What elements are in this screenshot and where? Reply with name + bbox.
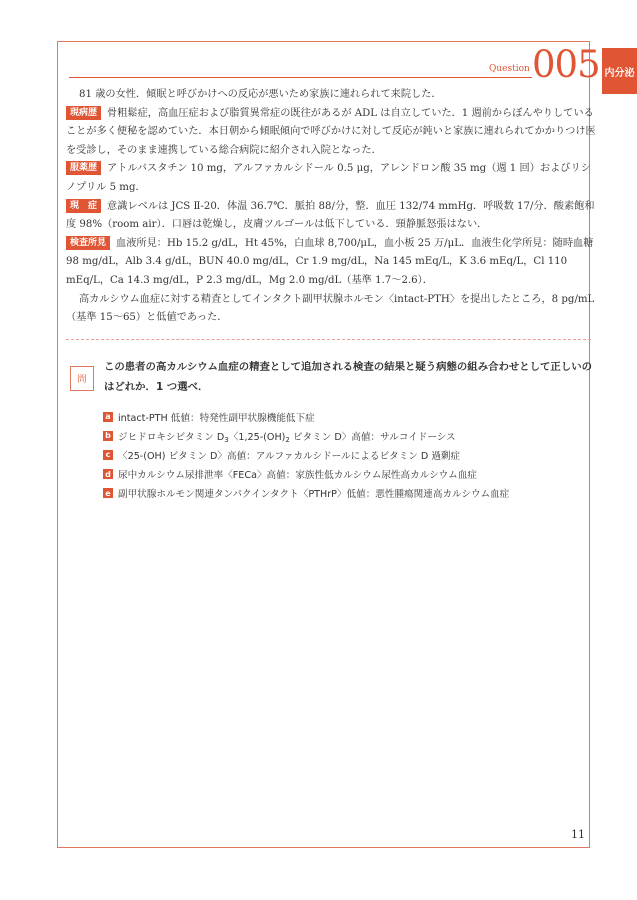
- option-e[interactable]: [103, 484, 603, 503]
- question-divider: [66, 339, 591, 341]
- option-text: ジヒドロキシビタミン $D_3$〈$1,25-(OH)_2$ ビタミン D〉高値：サルコイドーシス: [118, 431, 456, 444]
- exam-paragraph: [66, 235, 596, 291]
- status-text: 意識レベルは JCS Ⅱ-20．体温 36.7℃．脈拍 88/分，整．血圧 132/74 mmHg．呼吸数 17/分．酸素飽和度 98%（room air）．口唇は乾燥し，皮膚ツルゴールは低下している．頸静脈怒張はない．: [66, 200, 595, 231]
- option-c[interactable]: [103, 445, 603, 464]
- status-paragraph: [66, 198, 596, 235]
- history-label: 現病歴: [66, 106, 101, 120]
- question-word: Question: [489, 64, 530, 74]
- option-a[interactable]: [103, 407, 603, 426]
- option-text: 副甲状腺ホルモン関連タンパクインタクト〈PTHrP〉低値：悪性腫瘍関連高カルシウム血症: [118, 489, 510, 501]
- exam-label: 検査所見: [66, 236, 110, 250]
- option-text: 尿中カルシウム尿排泄率〈FECa〉高値：家族性低カルシウム尿性高カルシウム血症: [118, 470, 477, 482]
- case-closing: 高カルシウム血症に対する精査としてインタクト副甲状腺ホルモン〈intact-PTH〉を提出したところ，8 pg/mL（基準 15〜65）と低値であった．: [66, 293, 595, 324]
- option-letter: c: [103, 450, 113, 460]
- exam-text: 血液所見：Hb 15.2 g/dL，Ht 45%，白血球 8,700/μL，血小板 25 万/μL．血液生化学所見：随時血糖 98 mg/dL，Alb 3.4 g/dL，BUN 40.0 mg/dL，Cr 1.9 mg/dL，Na 145 mEq/L，K 3.6 mEq/L，Cl 110 mEq/L，Ca 14.3 mg/dL，P 2.3 mg/dL，Mg 2.0 mg/dL（基準 1.7〜2.6）．: [66, 237, 594, 286]
- case-description: [66, 86, 596, 328]
- option-letter: d: [103, 469, 113, 479]
- question-number: 005: [532, 43, 600, 86]
- section-tab: 内分泌: [602, 48, 637, 94]
- status-label: 現 症: [66, 199, 101, 213]
- option-text: 〈25-(OH) ビタミン D〉高値：アルファカルシドールによるビタミン D 過剰症: [118, 450, 461, 462]
- history-text: 骨粗鬆症，高血圧症および脂質異常症の既往があるが ADL は自立していた．1 週前からぼんやりしていることが多く便秘を認めていた．本日朝から傾眠傾向で呼びかけに対して反応が鈍いと家族に連れられてかかりつけ医を受診し，そのまま連携している総合病院に紹介され入院となった．: [66, 107, 596, 156]
- option-b[interactable]: [103, 426, 603, 445]
- option-letter: a: [103, 412, 113, 422]
- history-paragraph: [66, 105, 596, 161]
- case-intro: 81 歳の女性．傾眠と呼びかけへの反応が悪いため家族に連れられて来院した．: [79, 89, 442, 100]
- page-number: 11: [571, 828, 585, 841]
- option-text: intact-PTH 低値：特発性副甲状腺機能低下症: [118, 412, 315, 424]
- answer-options: [103, 407, 603, 503]
- meds-text: アトルバスタチン 10 mg，アルファカルシドール 0.5 μg，アレンドロン酸 35 mg（週 1 回）およびリシノプリル 5 mg．: [66, 163, 591, 193]
- option-letter: e: [103, 488, 113, 498]
- meds-label: 服薬歴: [66, 161, 101, 175]
- question-text: この患者の高カルシウム血症の精査として追加される検査の結果と疑う病態の組み合わせとして正しいのはどれか．1 つ選べ．: [104, 361, 592, 393]
- meds-paragraph: [66, 160, 596, 197]
- question-badge: 問: [70, 366, 94, 391]
- header-rule: [69, 77, 532, 78]
- option-d[interactable]: [103, 465, 603, 484]
- option-letter: b: [103, 431, 113, 441]
